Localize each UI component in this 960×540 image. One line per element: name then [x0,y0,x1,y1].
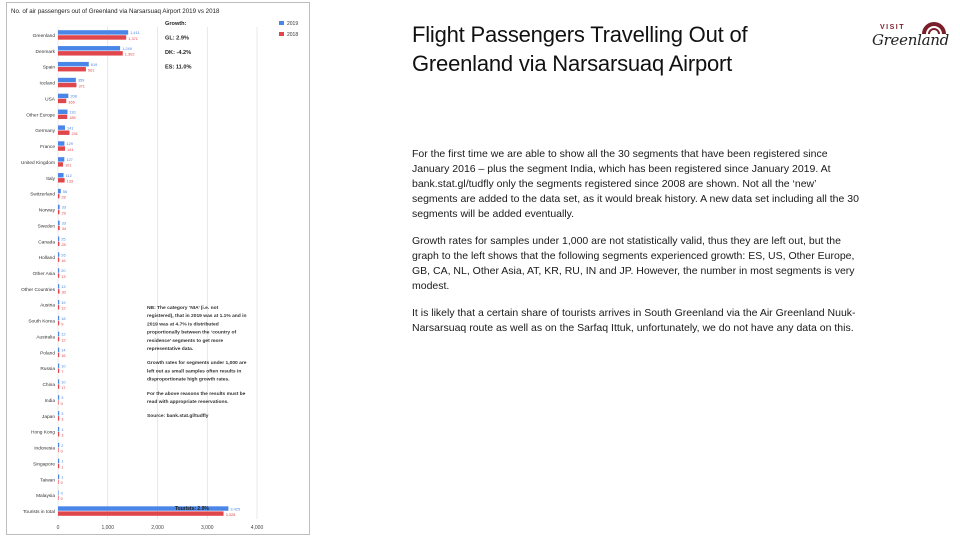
category-label: Singapore [33,462,55,468]
data-label-2018: 231 [71,131,78,137]
x-tick-label: 3,000 [200,525,214,531]
bar-2018 [58,210,59,214]
category-label: USA [45,97,55,103]
bar-2018 [58,495,59,499]
bar-2019 [58,205,60,209]
category-label: Spain [42,65,55,71]
data-label-2019: 56 [62,188,68,194]
growth-text: GL: 2.9% [165,35,189,42]
bar-2018 [58,273,59,277]
data-label-2019: 13 [61,284,66,290]
data-label-2018: 12 [61,305,66,311]
bar-2019 [58,300,59,304]
category-label: Holland [38,256,55,262]
note-paragraph: NB: The category ‘NIA’ (i.e. not registered), that in 2019 was at 1.1% and in 2019 was at 4.7% is distributed proportionally between the ‘country of residence’ segments to get more representative data. [147,306,247,352]
bar-2019 [58,363,59,367]
bar-2019 [58,427,59,431]
bar-2019 [58,141,64,145]
legend-swatch-2018 [279,32,284,36]
bar-2019 [58,475,59,479]
bar-2018 [58,321,59,325]
category-label: Austria [40,303,55,309]
category-label: Denmark [35,49,55,55]
bar-2019 [58,221,60,225]
note-paragraph: For the above reasons the results must be read with appropriate reservations. [147,391,246,405]
bar-2019 [58,379,59,383]
category-label: Hong Kong [30,430,55,436]
data-label-2018: 9 [61,321,64,327]
category-label: Indonesia [34,446,55,452]
category-label: Taiwan [40,478,55,484]
logo-visit-text: VISIT [880,24,906,31]
visit-greenland-logo[interactable] [868,14,952,54]
data-label-2018: 185 [69,115,76,121]
bar-2018 [58,226,60,230]
data-label-2018: 16 [61,353,66,359]
growth-text: Growth: [165,21,187,27]
category-label: Canada [38,240,55,246]
bar-2018 [58,400,59,404]
data-label-2019: 208 [70,93,77,99]
category-label: South Korea [28,319,55,325]
bar-2018 [58,384,59,388]
bar-2019 [58,46,120,50]
paragraph-segments: For the first time we are able to show all the 30 segments that have been registered since January 2016 – plus the segment India, which has been registered since January 2019. At bank.stat.gl/tudfly only the segments registered since 2008 are shown. Not all the ‘new’ segments are added to the data set, as it would break history. A new data set including all the 30 segments will be added eventually. [412,148,859,220]
category-label: Poland [40,351,55,357]
category-label: Japan [41,414,55,420]
x-tick-label: 1,000 [101,525,115,531]
category-label: Germany [35,129,55,135]
total-growth-annotation: Tourists: 2.9% [175,506,209,513]
category-label: Other Asia [32,272,55,277]
category-label: Switzerland [30,192,55,198]
growth-text: ES: 11.0% [165,64,192,71]
data-label-2018: 166 [68,99,75,105]
bar-2019 [58,395,59,399]
data-label-2019: 3,425 [230,506,241,512]
category-label: Russia [40,367,55,373]
category-label: Australia [36,335,55,341]
bar-2019 [58,252,59,256]
category-label: Tourists in total [23,510,55,516]
data-label-2019: 0 [60,490,63,496]
data-label-2019: 26 [61,252,66,258]
data-label-2018: 561 [87,67,95,73]
bar-2018 [58,480,59,484]
data-label-2019: 141 [67,125,74,131]
category-label: Other Countries [21,287,55,293]
data-label-2019: 112 [65,172,72,178]
bar-2018 [58,464,59,468]
data-label-2019: 20 [61,268,66,274]
data-label-2018: 0 [60,448,63,454]
data-label-2018: 3 [61,416,64,422]
category-label: Sweden [37,224,55,230]
data-label-2018: 30 [61,289,66,295]
growth-text: DK: -4.2% [165,50,192,56]
data-label-2018: 29 [61,210,66,216]
bar-2018 [58,51,123,55]
bar-2018 [58,35,126,39]
data-label-2019: 10 [61,363,66,369]
data-label-2018: 0 [60,480,63,486]
slide-title: Flight Passengers Travelling Out of Greenland via Narsarsuaq Airport [412,22,748,76]
data-label-2019: 33 [61,220,66,226]
bar-2018 [58,416,59,420]
data-label-2019: 10 [61,379,66,385]
data-label-2018: 371 [78,83,85,89]
bar-2018 [58,146,65,150]
bar-2019 [58,411,59,415]
bar-2019 [58,110,68,114]
data-label-2019: 359 [77,77,85,83]
data-label-2018: 1,302 [124,51,135,57]
data-label-2019: 1,411 [130,30,140,36]
data-label-2019: 14 [61,347,66,353]
legend-swatch-2019 [279,21,284,25]
bar-2018 [58,178,65,182]
data-label-2018: 133 [66,178,74,184]
x-tick-label: 4,000 [250,525,264,531]
data-label-2019: 19 [61,299,66,305]
x-tick-label: 0 [56,525,60,531]
note-paragraph: Source: bank.stat.gl/tudfly [147,414,209,420]
bar-2019 [58,348,59,352]
legend-label-2019: 2019 [287,21,299,27]
data-label-2018: 28 [61,242,66,248]
bar-2019 [58,62,89,66]
category-label: Other Europe [26,113,55,119]
legend-label-2018: 2018 [287,32,299,38]
category-label: India [44,398,55,404]
data-label-2018: 16 [61,257,66,263]
bar-2018 [58,67,86,71]
data-label-2019: 12 [61,331,66,337]
data-label-2018: 17 [61,384,66,390]
paragraph-tourists: It is likely that a certain share of tourists arrives in South Greenland via the Air Greenland Nuuk-Narsarsuaq route as well as on the Sarfaq Ittuk, unfortunately, we do not have any data on this. [412,307,856,334]
data-label-2018: 34 [61,226,67,232]
bar-2018 [58,130,69,134]
data-label-2018: 28 [61,194,66,200]
category-label: Italy [46,176,55,182]
data-label-2019: 1,249 [122,46,132,52]
chart-panel [6,2,310,535]
bar-2019 [58,189,61,193]
data-label-2018: 1 [61,464,64,470]
bar-2018 [58,194,59,198]
data-label-2019: 1 [61,426,64,432]
bar-2018 [58,115,67,119]
category-label: China [42,383,55,389]
bar-2018 [58,289,59,293]
bar-2018 [58,83,76,87]
data-label-2019: 3 [61,395,64,401]
data-label-2018: 1,371 [128,35,138,41]
bar-2018 [58,162,63,166]
bar-2018 [58,432,59,436]
data-label-2018: 3 [61,432,64,438]
bar-2018 [58,369,59,373]
category-label: United Kingdom [20,160,55,166]
bar-2018 [58,305,59,309]
data-label-2019: 3 [61,411,64,417]
x-tick-label: 2,000 [151,525,164,531]
bar-2019 [58,78,76,82]
bar-2018 [58,99,66,103]
data-label-2019: 191 [69,109,77,115]
bar-2018 [58,448,59,452]
data-label-2019: 619 [90,61,98,67]
data-label-2018: 141 [67,146,74,152]
data-label-2018: 0 [60,400,63,406]
data-label-2018: 12 [61,337,66,343]
bar-2019 [58,30,128,34]
bar-2019 [58,268,59,272]
data-label-2018: 0 [60,496,63,502]
bar-2018 [58,337,59,341]
paragraph-growth: Growth rates for samples under 1,000 are not statistically valid, thus they are left out, but the graph to the left shows that the following segments experienced growth: ES, US, Other Europe, GB, CA, NL, Other Asia, AT, KR, RU, IN and JP. However, the number in most segments is very modest. [412,235,855,292]
bar-2019 [58,459,59,463]
data-label-2019: 1 [61,474,64,480]
bar-2019 [58,94,68,98]
bar-2019 [58,490,59,494]
bar-2019 [58,443,59,447]
data-label-2019: 129 [66,141,73,147]
bar-2019 [58,284,59,288]
bar-2019 [58,332,59,336]
category-label: Greenland [32,33,55,39]
data-label-2019: 1 [61,458,64,464]
data-label-2019: 25 [61,236,66,242]
data-label-2019: 18 [61,315,66,321]
bar-2019 [58,316,59,320]
data-label-2019: 127 [66,157,73,163]
data-label-2019: 2 [61,442,64,448]
bar-chart [7,3,309,534]
data-label-2018: 7 [61,369,64,375]
bar-2019 [58,125,65,129]
data-label-2018: 13 [61,273,66,279]
bar-2019 [58,157,64,161]
category-label: Malaysia [36,494,55,500]
category-label: Iceland [39,81,55,87]
category-label: Norway [38,208,55,214]
note-paragraph: Growth rates for segments under 1,000 are left out as small samples often results in disproportionate high growth rates. [147,361,247,383]
chart-title: No. of air passengers out of Greenland via Narsarsuaq Airport 2019 vs 2018 [11,8,220,15]
data-label-2019: 33 [61,204,66,210]
data-label-2018: 101 [65,162,72,168]
bar-2018 [58,242,59,246]
bar-2019 [58,173,64,177]
category-label: France [40,145,55,151]
logo-greenland-text: Greenland [872,31,949,49]
bar-2019 [58,237,59,241]
bar-2018 [58,257,59,261]
bar-2018 [58,353,59,357]
data-label-2018: 3,328 [225,511,236,517]
